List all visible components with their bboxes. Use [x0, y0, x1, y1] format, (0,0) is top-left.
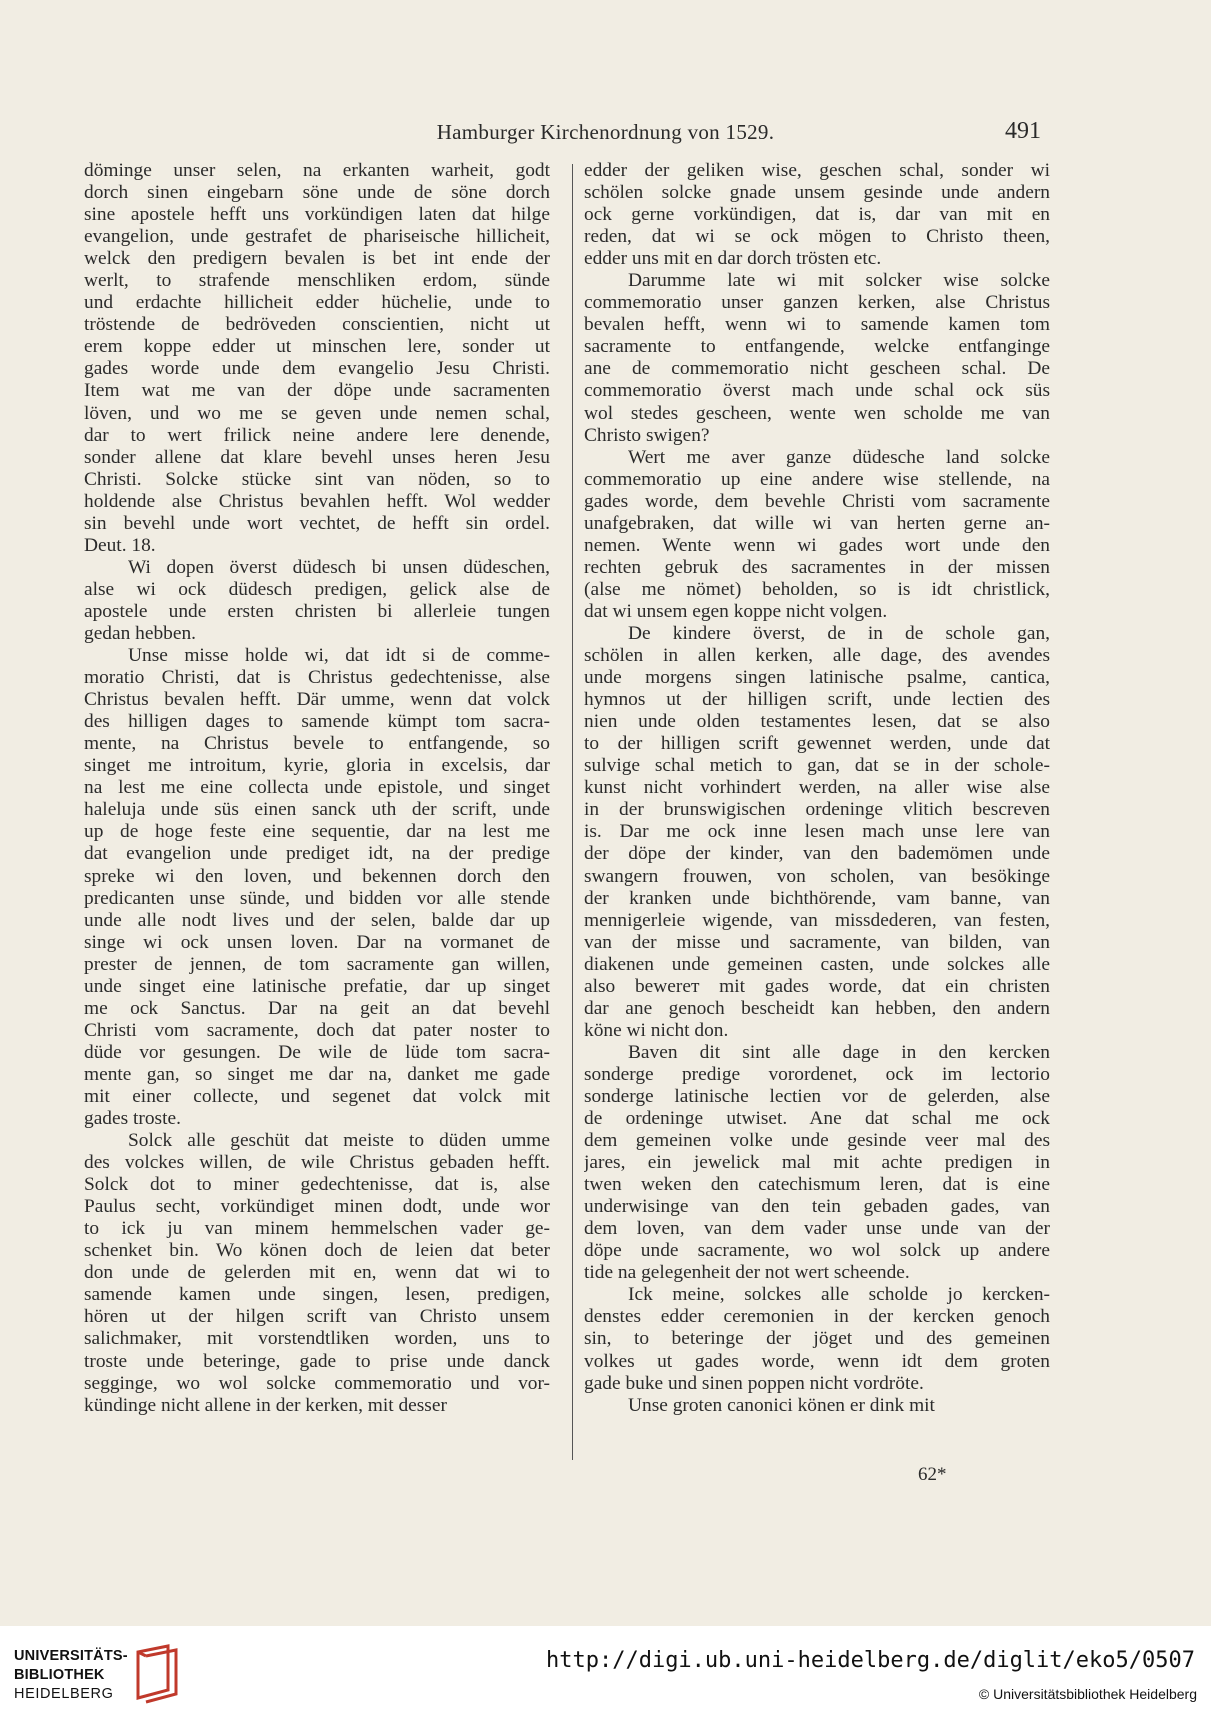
- text-line: also bewerет mit gades worde, dat ein christen: [584, 975, 1050, 997]
- text-line: moratio Christi, dat is Christus gedechtenisse, alse: [84, 667, 550, 689]
- text-line: up de hoge feste eine sequentie, dar na lest me: [84, 821, 550, 843]
- text-line: sulvige schal metich to gan, dat se in der schole-: [584, 755, 1050, 777]
- text-line: Deut. 18.: [84, 534, 156, 556]
- text-line: döminge unser selen, na erkanten warheit, godt: [84, 160, 550, 181]
- text-line: schenket bin. Wo könen doch de leien dat beter: [84, 1240, 550, 1262]
- text-line: underwisinge van den tein gebaden gades, van: [584, 1196, 1050, 1218]
- text-line: van der misse und sacramente, van bilden, van: [584, 931, 1050, 953]
- text-line: Wert me aver ganze düdesche land solcke: [628, 446, 1050, 468]
- left-text-column: [84, 160, 550, 1417]
- text-line: Christus bevalen hefft. Där umme, wenn dat volck: [84, 689, 550, 711]
- text-line: Item wat me van der döpe unde sacramenten: [84, 380, 550, 402]
- text-line: nemen. Wente wenn wi gades wort unde den: [584, 534, 1050, 556]
- text-line: alse wi ock düdesch predigen, gelick alse de: [84, 578, 550, 600]
- text-line: gades worde, dem bevehle Christi vom sacramente: [584, 490, 1050, 512]
- text-line: werlt, to strafende menschliken erdom, sünde: [84, 270, 550, 292]
- text-line: to der hilligen scrift gewennet werden, unde dat: [584, 733, 1050, 755]
- text-line: unde morgens singen latinische psalme, cantica,: [584, 667, 1050, 689]
- text-line: singe wi ock unsen loven. Dar na vormanet de: [84, 931, 550, 953]
- text-line: in der brunswigischen ordeninge vlitich bescreven: [584, 799, 1050, 821]
- text-line: Wi dopen överst düdesch bi unsen düdeschen,: [128, 556, 550, 578]
- text-line: der kranken unde bichthörende, vam banne, van: [584, 887, 1050, 909]
- library-name-line3: HEIDELBERG: [14, 1686, 114, 1702]
- text-line: schölen solcke gnade unsem gesinde unde andern: [584, 182, 1050, 204]
- text-line: commemoratio unser ganzen kerken, alse Christus: [584, 292, 1050, 314]
- text-line: dat wi unsem egen koppe nicht volgen.: [584, 600, 888, 622]
- text-line: erem koppe edder ut minschen lere, sonder ut: [84, 336, 550, 358]
- text-line: salichmaker, mit vorstendtliken worden, uns to: [84, 1328, 550, 1350]
- text-line: bevalen hefft, wenn wi to samende kamen tom: [584, 314, 1050, 336]
- text-line: commemoratio up eine andere wise stellende, na: [584, 468, 1050, 490]
- text-line: dem gemeinen volke unde gesinde veer mal des: [584, 1130, 1050, 1152]
- text-line: segginge, wo wol solcke commemoratio und vor-: [84, 1372, 550, 1394]
- text-line: Paulus secht, vorkündiget minen dodt, unde wor: [84, 1196, 550, 1218]
- text-line: Christo swigen?: [584, 424, 710, 446]
- text-line: apostele unde ersten christen bi allerleie tungen: [84, 600, 550, 622]
- text-line: sacramente to entfangende, welcke entfanginge: [584, 336, 1050, 358]
- library-name-line2: BIBLIOTHEK: [14, 1667, 105, 1683]
- text-line: der döpe der kinder, van den bademömen unde: [584, 843, 1050, 865]
- text-line: evangelion, unde gestrafet de phariseische hillicheit,: [84, 226, 550, 248]
- text-line: twen weken den catechismum leren, dat is eine: [584, 1174, 1050, 1196]
- text-line: mit einer collecte, und segenet dat volck mit: [84, 1085, 550, 1107]
- text-line: und erdachte hillicheit edder hüchelie, unde to: [84, 292, 550, 314]
- text-line: des volckes willen, de wile Christus gebaden hefft.: [84, 1152, 550, 1174]
- text-line: de ordeninge utwiset. Ane dat schal me ock: [584, 1108, 1050, 1130]
- text-line: Solck alle geschüt dat meiste to düden umme: [128, 1130, 550, 1152]
- text-line: singet me introitum, kyrie, gloria in excelsis, dar: [84, 755, 550, 777]
- text-line: De kindere överst, de in de schole gan,: [628, 622, 1050, 644]
- text-line: samende kamen unde singen, lesen, predigen,: [84, 1284, 550, 1306]
- text-line: gedan hebben.: [84, 622, 196, 644]
- text-line: edder der geliken wise, geschen schal, sonder wi: [584, 160, 1050, 181]
- text-line: dat evangelion unde prediget idt, na der predige: [84, 843, 550, 865]
- text-line: hymnos ut der hilligen scrift, unde lectien des: [584, 689, 1050, 711]
- text-line: dar to wert frilick neine andere lere denende,: [84, 424, 550, 446]
- text-line: kündinge nicht allene in der kerken, mit desser: [84, 1394, 447, 1416]
- library-name-line1: UNIVERSITÄTS-: [14, 1648, 128, 1664]
- text-line: Solck dot to miner gedechtenisse, dat is, alse: [84, 1174, 550, 1196]
- text-line: sin, to beteringe der jöget und des gemeinen: [584, 1328, 1050, 1350]
- copyright-notice: © Universitätsbibliothek Heidelberg: [978, 1686, 1197, 1702]
- text-line: des hilligen dages to samende kümpt tom sacra-: [84, 711, 550, 733]
- text-line: na lest me eine collecta unde epistole, und singet: [84, 777, 550, 799]
- text-line: sin bevehl unde wort vechtet, de hefft sin ordel.: [84, 512, 550, 534]
- running-title: Hamburger Kirchenordnung von 1529.: [436, 120, 775, 144]
- library-logo-block: [14, 1640, 234, 1710]
- text-line: jares, ein jewelick mal mit achte predigen in: [584, 1152, 1050, 1174]
- text-line: Christi. Solcke stücke sint van nöden, so to: [84, 468, 550, 490]
- text-line: unafgebraken, dat wille wi van herten gerne an-: [584, 512, 1050, 534]
- text-line: köne wi nicht don.: [584, 1019, 729, 1041]
- text-line: sine apostele hefft uns vorkündigen laten dat hilge: [84, 204, 550, 226]
- text-line: haleluja unde süs einen sanck uth der scrift, unde: [84, 799, 550, 821]
- text-line: to ick ju van minem hemmelschen vader ge-: [84, 1218, 550, 1240]
- text-line: dar ane genoch bescheidt kan hebben, den andern: [584, 997, 1050, 1019]
- text-line: spreke wi den loven, und bekennen dorch den: [84, 865, 550, 887]
- text-line: döpe unde sacramente, wo wol solck up andere: [584, 1240, 1050, 1262]
- text-line: tröstende de bedröveden conscientien, nicht ut: [84, 314, 550, 336]
- text-line: predicanten unse sünde, und bidden vor alle stende: [84, 887, 550, 909]
- text-line: ane de commemoratio nicht gescheen schal. De: [584, 358, 1050, 380]
- text-line: me ock Sanctus. Dar na geit an dat bevehl: [84, 997, 550, 1019]
- permalink-url[interactable]: http://digi.ub.uni-heidelberg.de/diglit/eko5/0507: [545, 1648, 1195, 1673]
- text-line: rechten gebruk des sacramentes in der missen: [584, 556, 1050, 578]
- text-line: welck den predigern bevalen is bet int ende der: [84, 248, 550, 270]
- text-line: holdende alse Christus bevahlen hefft. Wol wedder: [84, 490, 550, 512]
- text-line: dem loven, van dem vader unse unde van der: [584, 1218, 1050, 1240]
- text-line: prester de jennen, de tom sacramente gan willen,: [84, 953, 550, 975]
- text-line: hören ut der hilgen scrift van Christo unsem: [84, 1306, 550, 1328]
- signature-mark: 62*: [918, 1464, 947, 1485]
- text-line: commemoratio överst mach unde schal ock süs: [584, 380, 1050, 402]
- text-line: mennigerleie wigende, van missdederen, van festen,: [584, 909, 1050, 931]
- text-line: sonder allene dat klare bevehl unses heren Jesu: [84, 446, 550, 468]
- text-line: schölen in allen kerken, alle dage, des avendes: [584, 645, 1050, 667]
- text-line: Christi vom sacramente, doch dat pater noster to: [84, 1019, 550, 1041]
- text-line: mente gan, so singet me dar na, danket me gade: [84, 1063, 550, 1085]
- text-line: mente, na Christus bevele to entfangende, so: [84, 733, 550, 755]
- text-line: Darumme late wi mit solcker wise solcke: [628, 270, 1050, 292]
- text-line: wol stedes gescheen, wente wen scholde me van: [584, 402, 1050, 424]
- text-line: troste unde beteringe, gade to prise unde danck: [84, 1350, 550, 1372]
- text-line: don unde de gelerden mit en, wenn dat wi to: [84, 1262, 550, 1284]
- text-line: Ick meine, solckes alle scholde jo kercken-: [628, 1284, 1050, 1306]
- column-divider: [572, 164, 573, 1460]
- page-number: 491: [1005, 118, 1041, 144]
- text-line: denstes edder ceremonien in der kercken genoch: [584, 1306, 1050, 1328]
- text-line: Unse groten canonici könen er dink mit: [628, 1394, 935, 1416]
- text-line: gades worde unde dem evangelio Jesu Christi.: [84, 358, 550, 380]
- text-line: unde alle nodt lives und der selen, balde dar up: [84, 909, 550, 931]
- text-line: sonderge latinische lectien vor de gelerden, alse: [584, 1085, 1050, 1107]
- text-line: sonderge predige vorordenet, ock im lectorio: [584, 1063, 1050, 1085]
- library-logo-icon: [124, 1642, 184, 1704]
- text-line: diakenen unde gemeinen casten, unde solckes alle: [584, 953, 1050, 975]
- text-line: kunst nicht vorhindert werden, na aller wise alse: [584, 777, 1050, 799]
- text-line: unde singet eine latinische prefatie, dar up singet: [84, 975, 550, 997]
- text-line: nien unde olden testamentes lesen, dat se also: [584, 711, 1050, 733]
- text-line: löven, und wo me se geven unde nemen schal,: [84, 402, 550, 424]
- text-line: reden, dat wi se ock mögen to Christo theen,: [584, 226, 1050, 248]
- right-text-column: [584, 160, 1050, 1417]
- text-line: volkes ut gades worde, wenn idt dem groten: [584, 1350, 1050, 1372]
- text-line: Unse misse holde wi, dat idt si de comme-: [128, 645, 550, 667]
- text-line: (alse me nömet) beholden, so is idt christlick,: [584, 578, 1050, 600]
- text-line: edder uns mit en dar dorch trösten etc.: [584, 248, 882, 270]
- text-line: tide na gelegenheit der not wert scheende.: [584, 1262, 910, 1284]
- text-line: gade buke und sinen poppen nicht vordröte.: [584, 1372, 924, 1394]
- text-line: düde vor gesungen. De wile de lüde tom sacra-: [84, 1041, 550, 1063]
- footer: [0, 1626, 1211, 1714]
- text-line: gades troste.: [84, 1108, 181, 1130]
- text-line: ock gerne vorkündigen, dat is, dar van mit en: [584, 204, 1050, 226]
- text-line: swangern frouwen, von scholen, van besökinge: [584, 865, 1050, 887]
- text-line: dorch sinen eingebarn söne unde de söne dorch: [84, 182, 550, 204]
- text-line: Baven dit sint alle dage in den kercken: [628, 1041, 1050, 1063]
- text-line: is. Dar me ock inne lesen mach unse lere van: [584, 821, 1050, 843]
